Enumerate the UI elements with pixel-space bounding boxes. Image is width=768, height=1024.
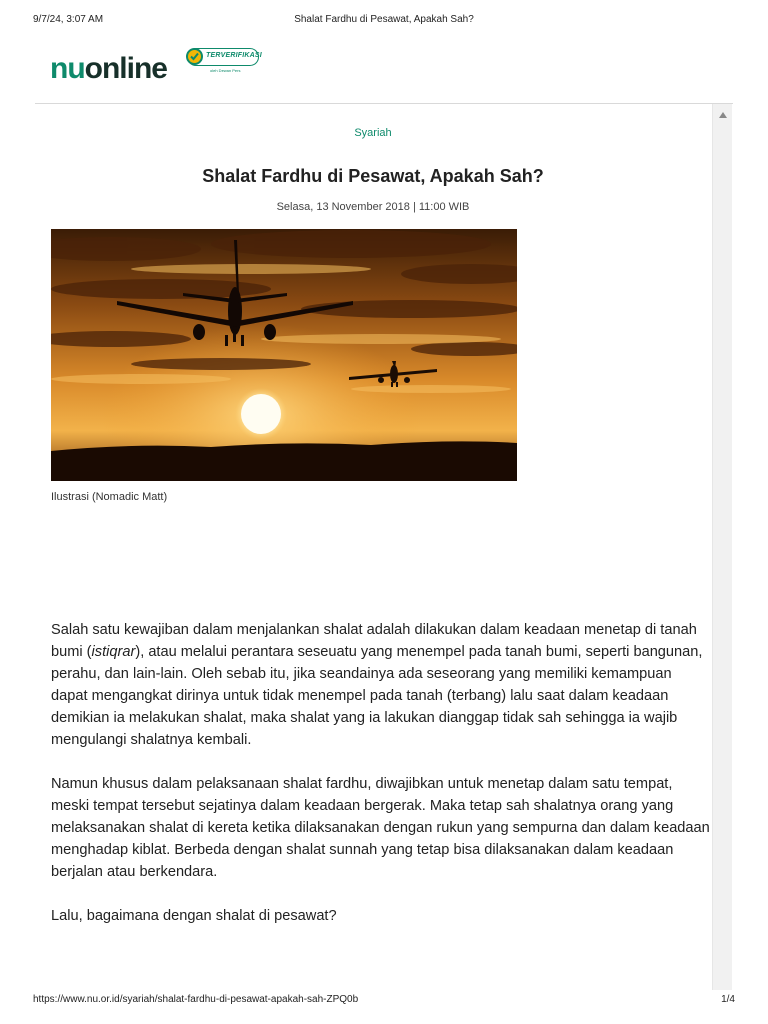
image-caption: Ilustrasi (Nomadic Matt) <box>51 491 168 503</box>
print-page-title: Shalat Fardhu di Pesawat, Apakah Sah? <box>294 14 474 25</box>
verified-badge-sub: oleh Dewan Pers <box>210 68 241 73</box>
article-headline: Shalat Fardhu di Pesawat, Apakah Sah? <box>202 166 544 186</box>
verified-badge-label: TERVERIFIKASI <box>206 52 262 59</box>
paragraph-italic-term: istiqrar <box>91 644 136 660</box>
paragraph: Namun khusus dalam pelaksanaan shalat fardhu, diwajibkan untuk menetap dalam satu tempat, meski tempat tersebut sejatinya dalam keadaan bergerak. Maka tetap sah shalatnya orang yang melaksanakan shalat di kereta ketika dilaksanakan dengan rukun yang sempurna dan dalam keadaan menghadap kiblat. Berbeda dengan shalat sunnah yang tetap bisa dilaksanakan dalam keadaan berjalan atau berkendara. <box>51 776 710 880</box>
logo-wordmark-nu: nu <box>50 52 85 85</box>
print-page-number: 1/4 <box>721 994 735 1005</box>
logo-wordmark <box>50 52 167 86</box>
print-footer <box>33 994 735 1008</box>
nu-online-logo[interactable] <box>50 48 265 94</box>
paragraph-text: Salah satu kewajiban dalam menjalankan shalat adalah dilakukan dalam keadaan menetap di tanah bumi ( <box>51 622 697 660</box>
check-mark-icon <box>186 48 203 65</box>
article-body <box>51 619 711 949</box>
category-link[interactable]: Syariah <box>354 127 392 139</box>
scroll-up-arrow-icon[interactable] <box>719 112 727 118</box>
print-datetime: 9/7/24, 3:07 AM <box>33 14 104 25</box>
print-url: https://www.nu.or.id/syariah/shalat-fardhu-di-pesawat-apakah-sah-ZPQ0b <box>33 994 359 1005</box>
print-header <box>33 14 735 28</box>
scrollbar[interactable] <box>712 104 732 990</box>
verified-badge <box>187 48 262 66</box>
logo-wordmark-online: online <box>84 52 167 85</box>
article-dateline: Selasa, 13 November 2018 | 11:00 WIB <box>276 201 470 213</box>
paragraph: Lalu, bagaimana dengan shalat di pesawat? <box>51 908 337 924</box>
paragraph <box>51 619 711 751</box>
header-divider <box>35 103 733 104</box>
hero-image <box>51 229 517 481</box>
paragraph-text: ), atau melalui perantara seseuatu yang menempel pada tanah bumi, seperti bangunan, perahu, dan lain-lain. Oleh sebab itu, jika seandainya ada seseorang yang memiliki kemampuan dapat mengangkat dirinya untuk tidak menempel pada tanah (terbang) lalu saat dalam keadaan demikian ia melakukan shalat, maka shalat yang ia lakukan dianggap tidak sah sehingga ia wajib mengulangi shalatnya kembali. <box>51 644 703 748</box>
